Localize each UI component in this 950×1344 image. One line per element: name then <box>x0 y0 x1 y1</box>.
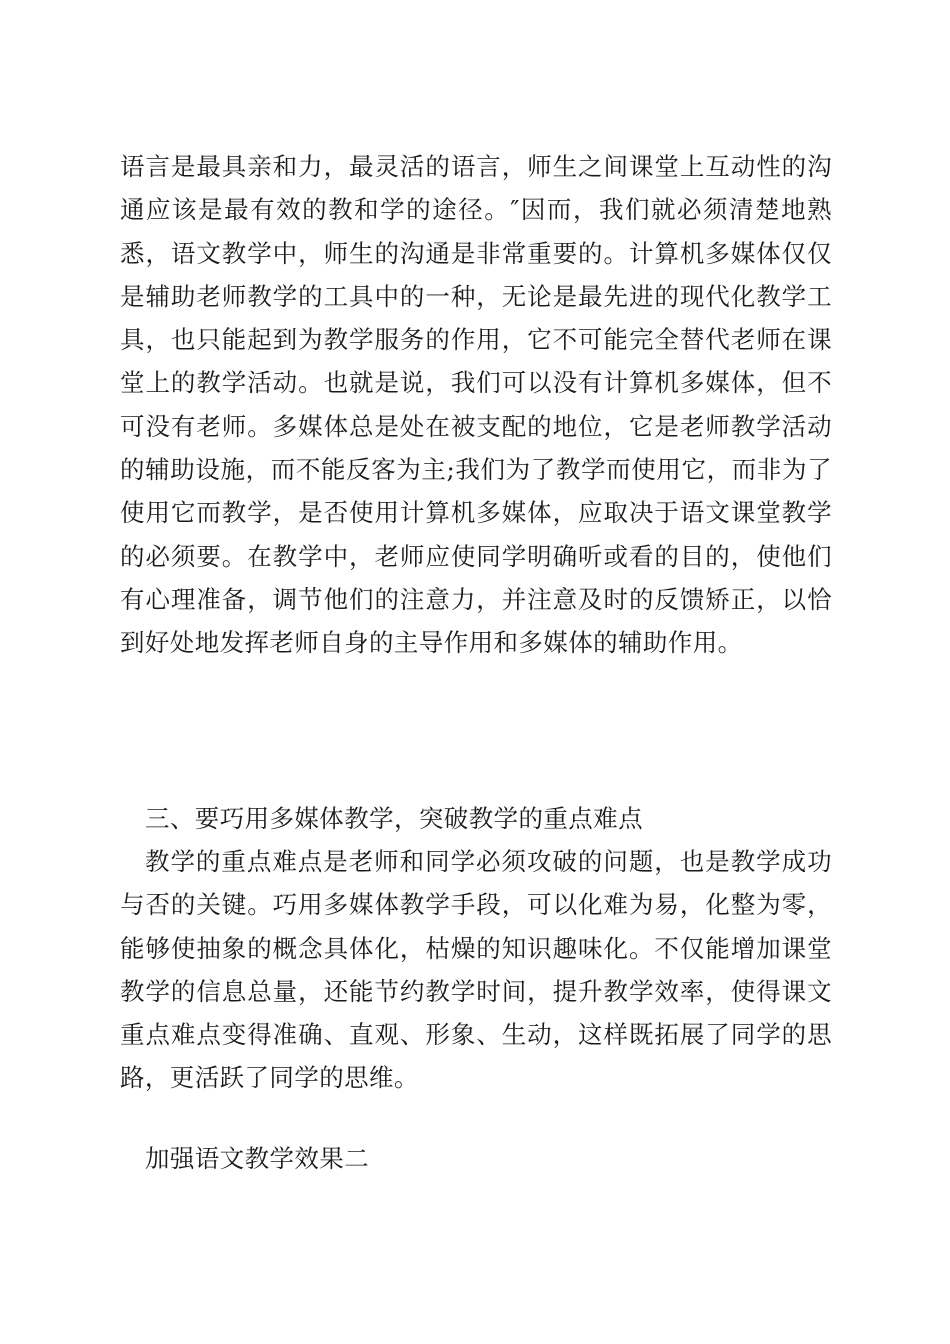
section-heading: 三、要巧用多媒体教学，突破教学的重点难点 <box>145 804 643 833</box>
section-subheading: 加强语文教学效果二 <box>145 1144 370 1173</box>
body-paragraph: 语言是最具亲和力，最灵活的语言，师生之间课堂上互动性的沟通应该是最有效的教和学的途径。″因而，我们就必须清楚地熟悉，语文教学中，师生的沟通是非常重要的。计算机多媒体仅仅是辅助老师教学的工具中的一种，无论是最先进的现代化教学工具，也只能起到为教学服务的作用，它不可能完全替代老师在课堂上的教学活动。也就是说，我们可以没有计算机多媒体，但不可没有老师。多媒体总是处在被支配的地位，它是老师教学活动的辅助设施，而不能反客为主;我们为了教学而使用它，而非为了使用它而教学，是否使用计算机多媒体，应取决于语文课堂教学的必须要。在教学中，老师应使同学明确听或看的目的，使他们有心理准备，调节他们的注意力，并注意及时的反馈矫正，以恰到好处地发挥老师自身的主导作用和多媒体的辅助作用。 <box>120 152 832 658</box>
body-paragraph: 教学的重点难点是老师和同学必须攻破的问题，也是教学成功与否的关键。巧用多媒体教学手段，可以化难为易，化整为零，能够使抽象的概念具体化，枯燥的知识趣味化。不仅能增加课堂教学的信息总量，还能节约教学时间，提升教学效率，使得课文重点难点变得准确、直观、形象、生动，这样既拓展了同学的思路，更活跃了同学的思维。 <box>120 847 832 1093</box>
